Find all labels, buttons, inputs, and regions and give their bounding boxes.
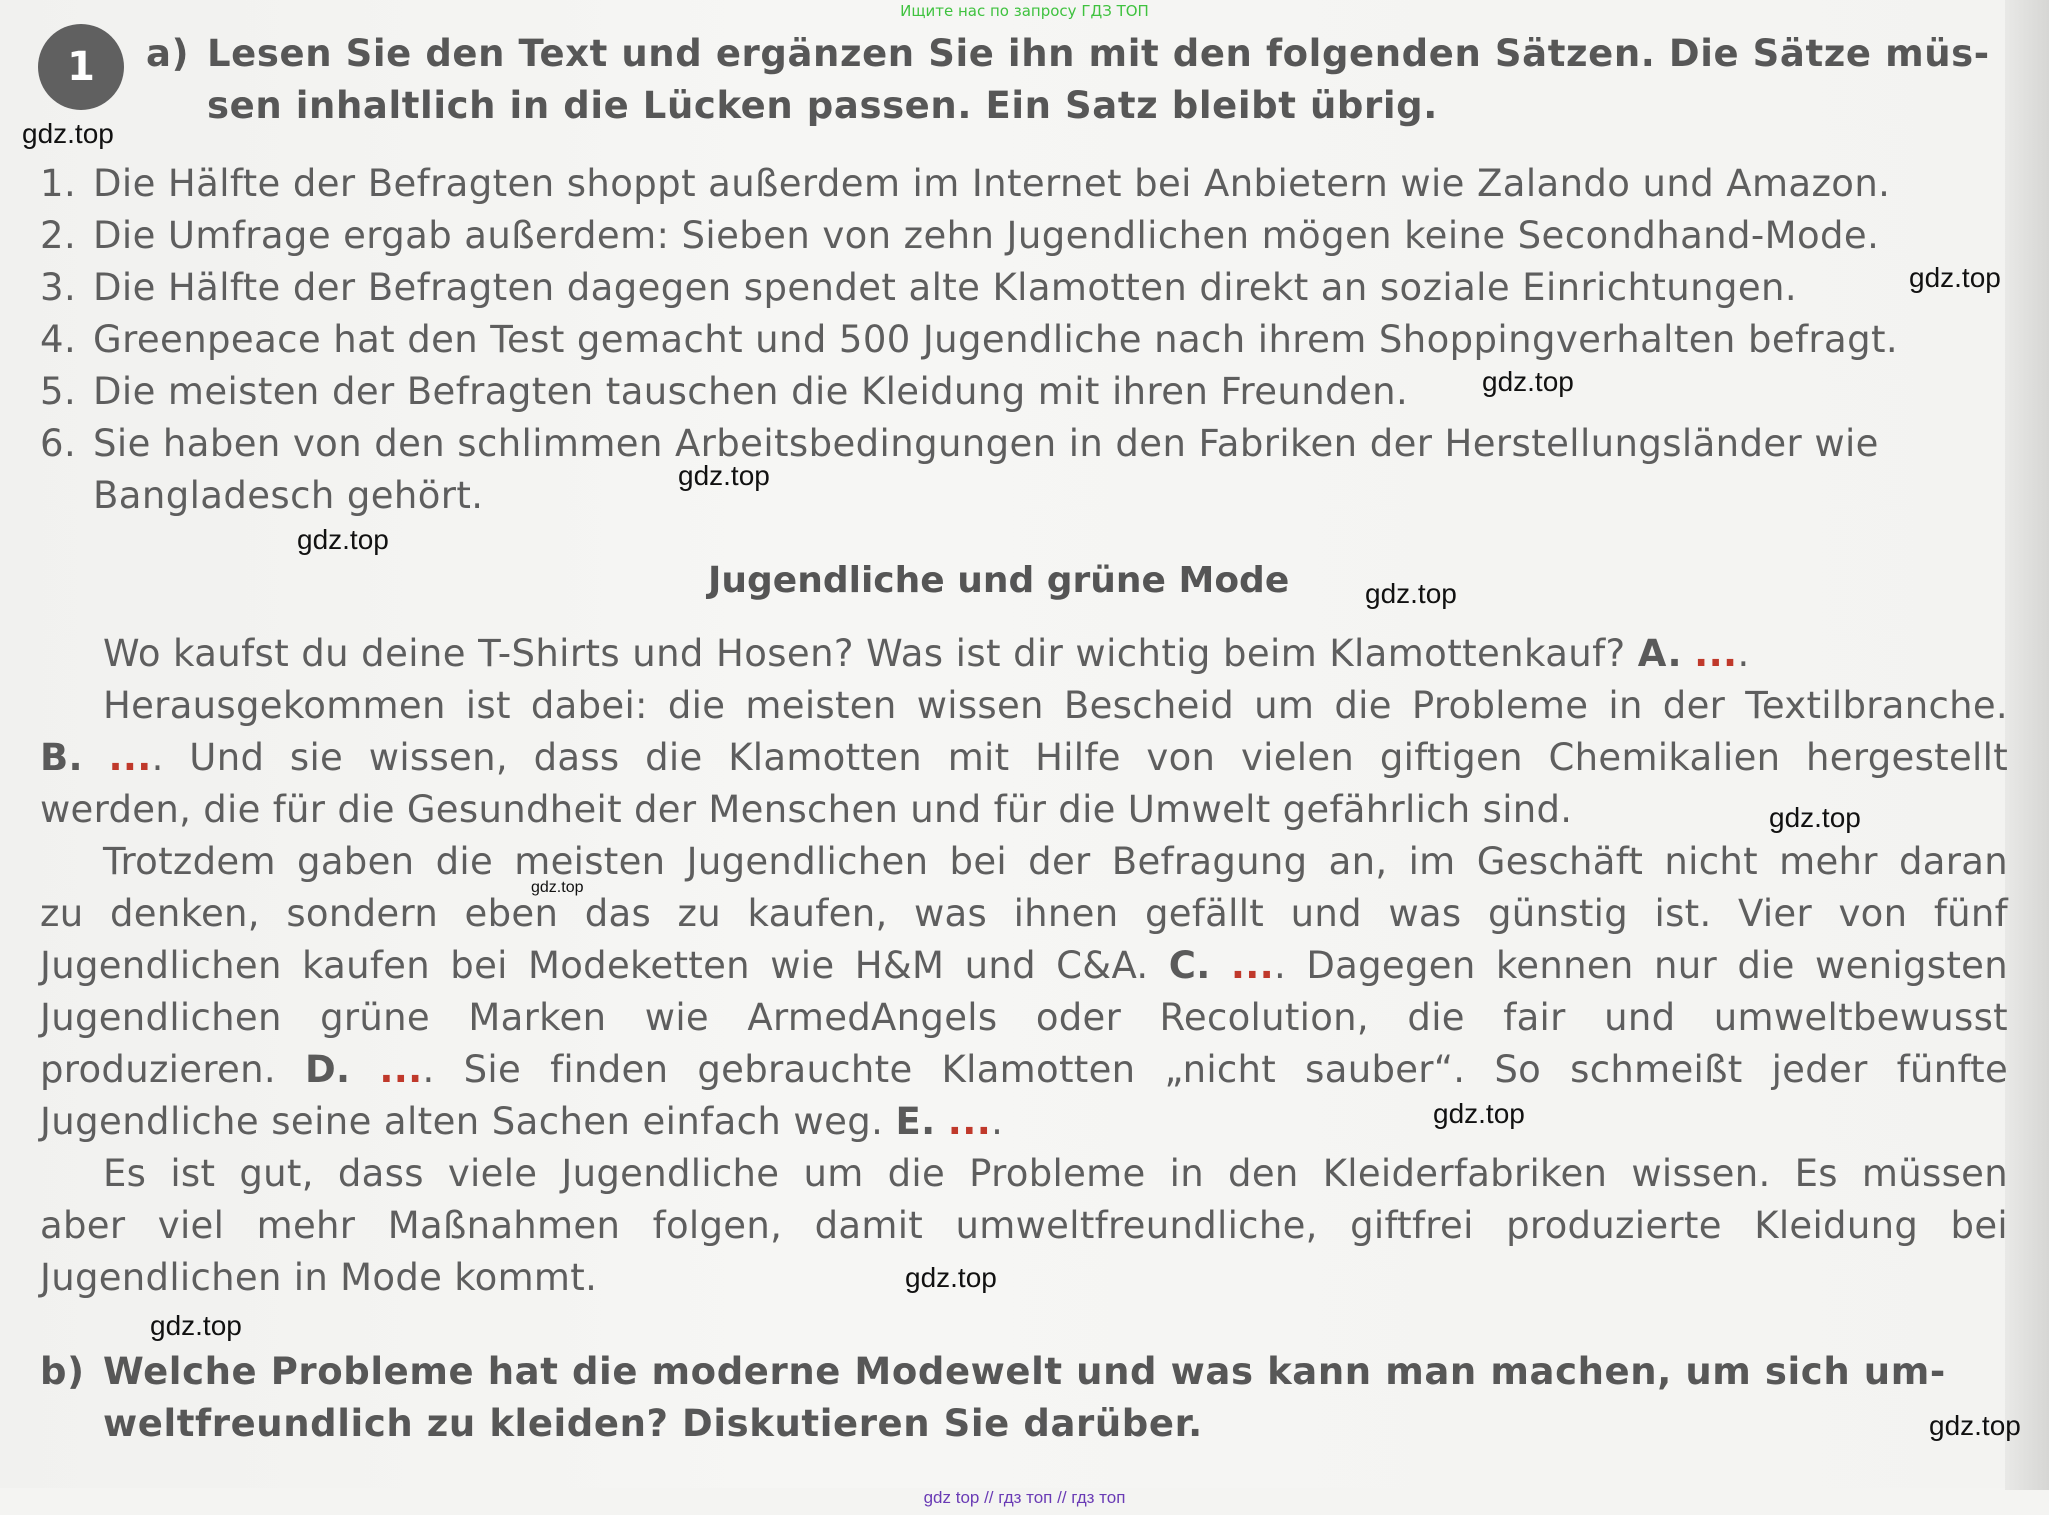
article-text: . (991, 1100, 1004, 1143)
sentence-text: Sie haben von den schlimmen Arbeitsbedingungen in den Fabriken der Herstellungsländer wie (93, 422, 1879, 465)
article-line (40, 1100, 1003, 1143)
gap-label-c: C. (1168, 944, 1211, 987)
sentence-number: 1. (40, 162, 77, 205)
article-line: Es ist gut, dass viele Jugendliche um die Probleme in den Kleiderfabriken wissen. Es müssen (103, 1152, 2008, 1195)
exercise-number-badge: 1 (38, 24, 124, 110)
article-line (40, 944, 2008, 987)
sentence-text: Die Hälfte der Befragten shoppt außerdem im Internet bei Anbietern wie Zalando und Amazon. (93, 162, 1891, 205)
article-text: produzieren. (40, 1048, 276, 1091)
watermark: gdz.top (1365, 578, 1457, 609)
gap-label-d: D. (304, 1048, 351, 1091)
watermark: gdz.top (150, 1310, 242, 1341)
task-b-instruction-line1: Welche Probleme hat die moderne Modewelt und was kann man machen, um sich um- (103, 1350, 1946, 1393)
sentence-number: 5. (40, 370, 77, 413)
watermark: gdz.top (531, 879, 584, 896)
gap-dots: ... (947, 1100, 992, 1143)
watermark: gdz.top (905, 1262, 997, 1293)
article-title: Jugendliche und grüne Mode (708, 560, 1290, 601)
sentence-text-continuation: Bangladesch gehört. (93, 474, 484, 517)
article-text: . Sie finden gebrauchte Klamotten „nicht sauber“. So schmeißt jeder fünfte (422, 1048, 2009, 1091)
watermark: gdz.top (1433, 1098, 1525, 1129)
watermark: gdz.top (1909, 262, 2001, 293)
article-line: Jugendlichen in Mode kommt. (40, 1256, 598, 1299)
task-a-instruction-line1: Lesen Sie den Text und ergänzen Sie ihn mit den folgenden Sätzen. Die Sätze müs- (207, 32, 1990, 75)
watermark: gdz.top (678, 460, 770, 491)
article-line: Trotzdem gaben die meisten Jugendlichen bei der Befragung an, im Geschäft nicht mehr daran (103, 840, 2008, 883)
article-line: zu denken, sondern eben das zu kaufen, was ihnen gefällt und was günstig ist. Vier von fünf (40, 892, 2008, 935)
task-b-label: b) (40, 1350, 85, 1393)
watermark: gdz.top (1482, 366, 1574, 397)
watermark: gdz.top (1929, 1410, 2021, 1441)
article-text: Wo kaufst du deine T-Shirts und Hosen? Was ist dir wichtig beim Klamottenkauf? (103, 632, 1626, 675)
watermark: gdz.top (1769, 802, 1861, 833)
article-line: aber viel mehr Maßnahmen folgen, damit umweltfreundliche, giftfrei produzierte Kleidung bei (40, 1204, 2008, 1247)
gap-dots: ... (379, 1048, 423, 1091)
gap-dots: ... (1230, 944, 1274, 987)
sentence-number: 6. (40, 422, 77, 465)
watermark: gdz.top (297, 524, 389, 555)
article-line: Herausgekommen ist dabei: die meisten wissen Bescheid um die Probleme in der Textilbranche. (103, 684, 2008, 727)
article-line: Jugendlichen grüne Marken wie ArmedAngels oder Recolution, die fair und umweltbewusst (40, 996, 2008, 1039)
article-text: . Dagegen kennen nur die wenigsten (1274, 944, 2008, 987)
article-line (103, 632, 1750, 675)
task-b-instruction-line2: weltfreundlich zu kleiden? Diskutieren Sie darüber. (103, 1402, 1203, 1445)
article-line: werden, die für die Gesundheit der Menschen und für die Umwelt gefährlich sind. (40, 788, 1573, 831)
sentence-number: 4. (40, 318, 77, 361)
article-line (40, 1048, 2008, 1091)
article-line (40, 736, 2008, 779)
sentence-text: Die Hälfte der Befragten dagegen spendet alte Klamotten direkt an soziale Einrichtungen. (93, 266, 1798, 309)
sentence-number: 3. (40, 266, 77, 309)
gap-label-b: B. (40, 736, 83, 779)
sentence-text: Die meisten der Befragten tauschen die Kleidung mit ihren Freunden. (93, 370, 1409, 413)
period: . (1737, 632, 1750, 675)
gap-label-e: E. (895, 1100, 936, 1143)
article-text: . Und sie wissen, dass die Klamotten mit Hilfe von vielen giftigen Chemikalien hergestellt (151, 736, 2008, 779)
gap-label-a: A. (1637, 632, 1682, 675)
gap-dots: ... (1694, 632, 1738, 675)
task-a-label: a) (146, 32, 190, 75)
sentence-number: 2. (40, 214, 77, 257)
watermark: gdz.top (22, 118, 114, 149)
page-edge-shadow (2005, 0, 2049, 1490)
article-text: Jugendliche seine alten Sachen einfach weg. (40, 1100, 884, 1143)
sentence-text: Greenpeace hat den Test gemacht und 500 Jugendliche nach ihrem Shoppingverhalten befragt. (93, 318, 1899, 361)
footer-links[interactable]: gdz top // гдз топ // гдз топ (923, 1488, 1126, 1507)
article-text: Jugendlichen kaufen bei Modeketten wie H&M und C&A. (40, 944, 1149, 987)
gap-dots: ... (108, 736, 152, 779)
sentence-text: Die Umfrage ergab außerdem: Sieben von zehn Jugendlichen mögen keine Secondhand-Mode. (93, 214, 1880, 257)
top-banner-link[interactable]: Ищите нас по запросу ГДЗ ТОП (900, 2, 1149, 20)
task-a-instruction-line2: sen inhaltlich in die Lücken passen. Ein Satz bleibt übrig. (207, 84, 1438, 127)
